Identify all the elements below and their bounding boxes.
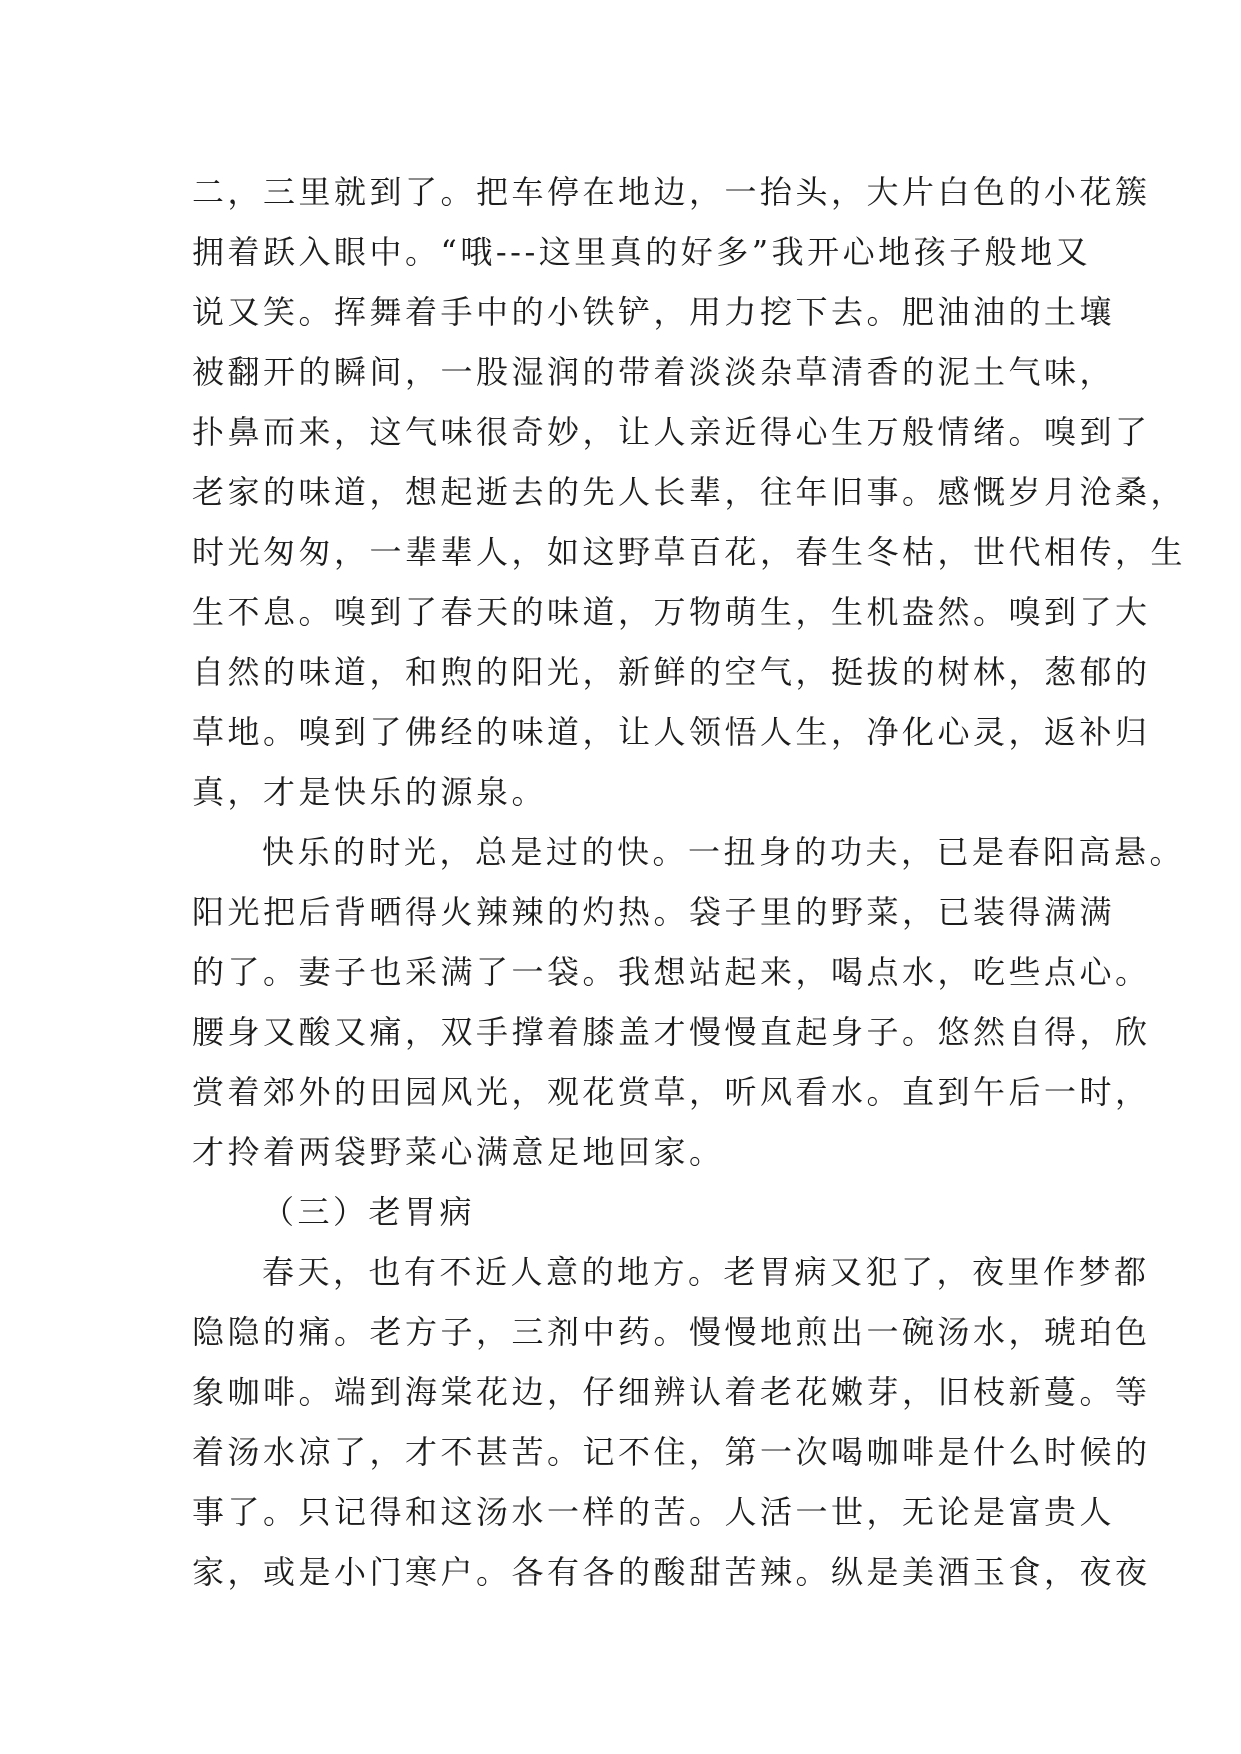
text-line: （三）老胃病: [262, 1193, 476, 1231]
text-line: 的了。妻子也采满了一袋。我想站起来，喝点水，吃些点心。: [192, 953, 1151, 991]
text-line: 时光匆匆，一辈辈人，如这野草百花，春生冬枯，世代相传，生: [192, 533, 1187, 571]
text-line: 隐隐的痛。老方子，三剂中药。慢慢地煎出一碗汤水，琥珀色: [192, 1313, 1151, 1351]
text-line: 家，或是小门寒户。各有各的酸甜苦辣。纵是美酒玉食，夜夜: [192, 1553, 1151, 1591]
text-line: 二，三里就到了。把车停在地边，一抬头，大片白色的小花簇: [192, 173, 1151, 211]
text-line: 生不息。嗅到了春天的味道，万物萌生，生机盎然。嗅到了大: [192, 593, 1151, 631]
text-line: 快乐的时光，总是过的快。一扭身的功夫，已是春阳高悬。: [262, 833, 1186, 871]
text-line: 被翻开的瞬间，一股湿润的带着淡淡杂草清香的泥土气味，: [192, 353, 1116, 391]
text-line: 自然的味道，和煦的阳光，新鲜的空气，挺拔的树林，葱郁的: [192, 653, 1151, 691]
text-line: 着汤水凉了，才不甚苦。记不住，第一次喝咖啡是什么时候的: [192, 1433, 1151, 1471]
text-line: 春天，也有不近人意的地方。老胃病又犯了，夜里作梦都: [262, 1253, 1150, 1291]
text-line: 事了。只记得和这汤水一样的苦。人活一世，无论是富贵人: [192, 1493, 1116, 1531]
text-line: 腰身又酸又痛，双手撑着膝盖才慢慢直起身子。悠然自得，欣: [192, 1013, 1151, 1051]
text-line: 真，才是快乐的源泉。: [192, 773, 548, 811]
text-line: 草地。嗅到了佛经的味道，让人领悟人生，净化心灵，返补归: [192, 713, 1151, 751]
text-line: 才拎着两袋野菜心满意足地回家。: [192, 1133, 725, 1171]
text-line: 拥着跃入眼中。“哦---这里真的好多”我开心地孩子般地又: [192, 233, 1092, 271]
text-line: 老家的味道，想起逝去的先人长辈，往年旧事。感慨岁月沧桑，: [192, 473, 1187, 511]
text-line: 扑鼻而来，这气味很奇妙，让人亲近得心生万般情绪。嗅到了: [192, 413, 1151, 451]
text-line: 阳光把后背晒得火辣辣的灼热。袋子里的野菜，已装得满满: [192, 893, 1116, 931]
text-line: 象咖啡。端到海棠花边，仔细辨认着老花嫩芽，旧枝新蔓。等: [192, 1373, 1151, 1411]
text-line: 赏着郊外的田园风光，观花赏草，听风看水。直到午后一时，: [192, 1073, 1151, 1111]
text-line: 说又笑。挥舞着手中的小铁铲，用力挖下去。肥油油的土壤: [192, 293, 1116, 331]
document-page: [192, 162, 1187, 1591]
